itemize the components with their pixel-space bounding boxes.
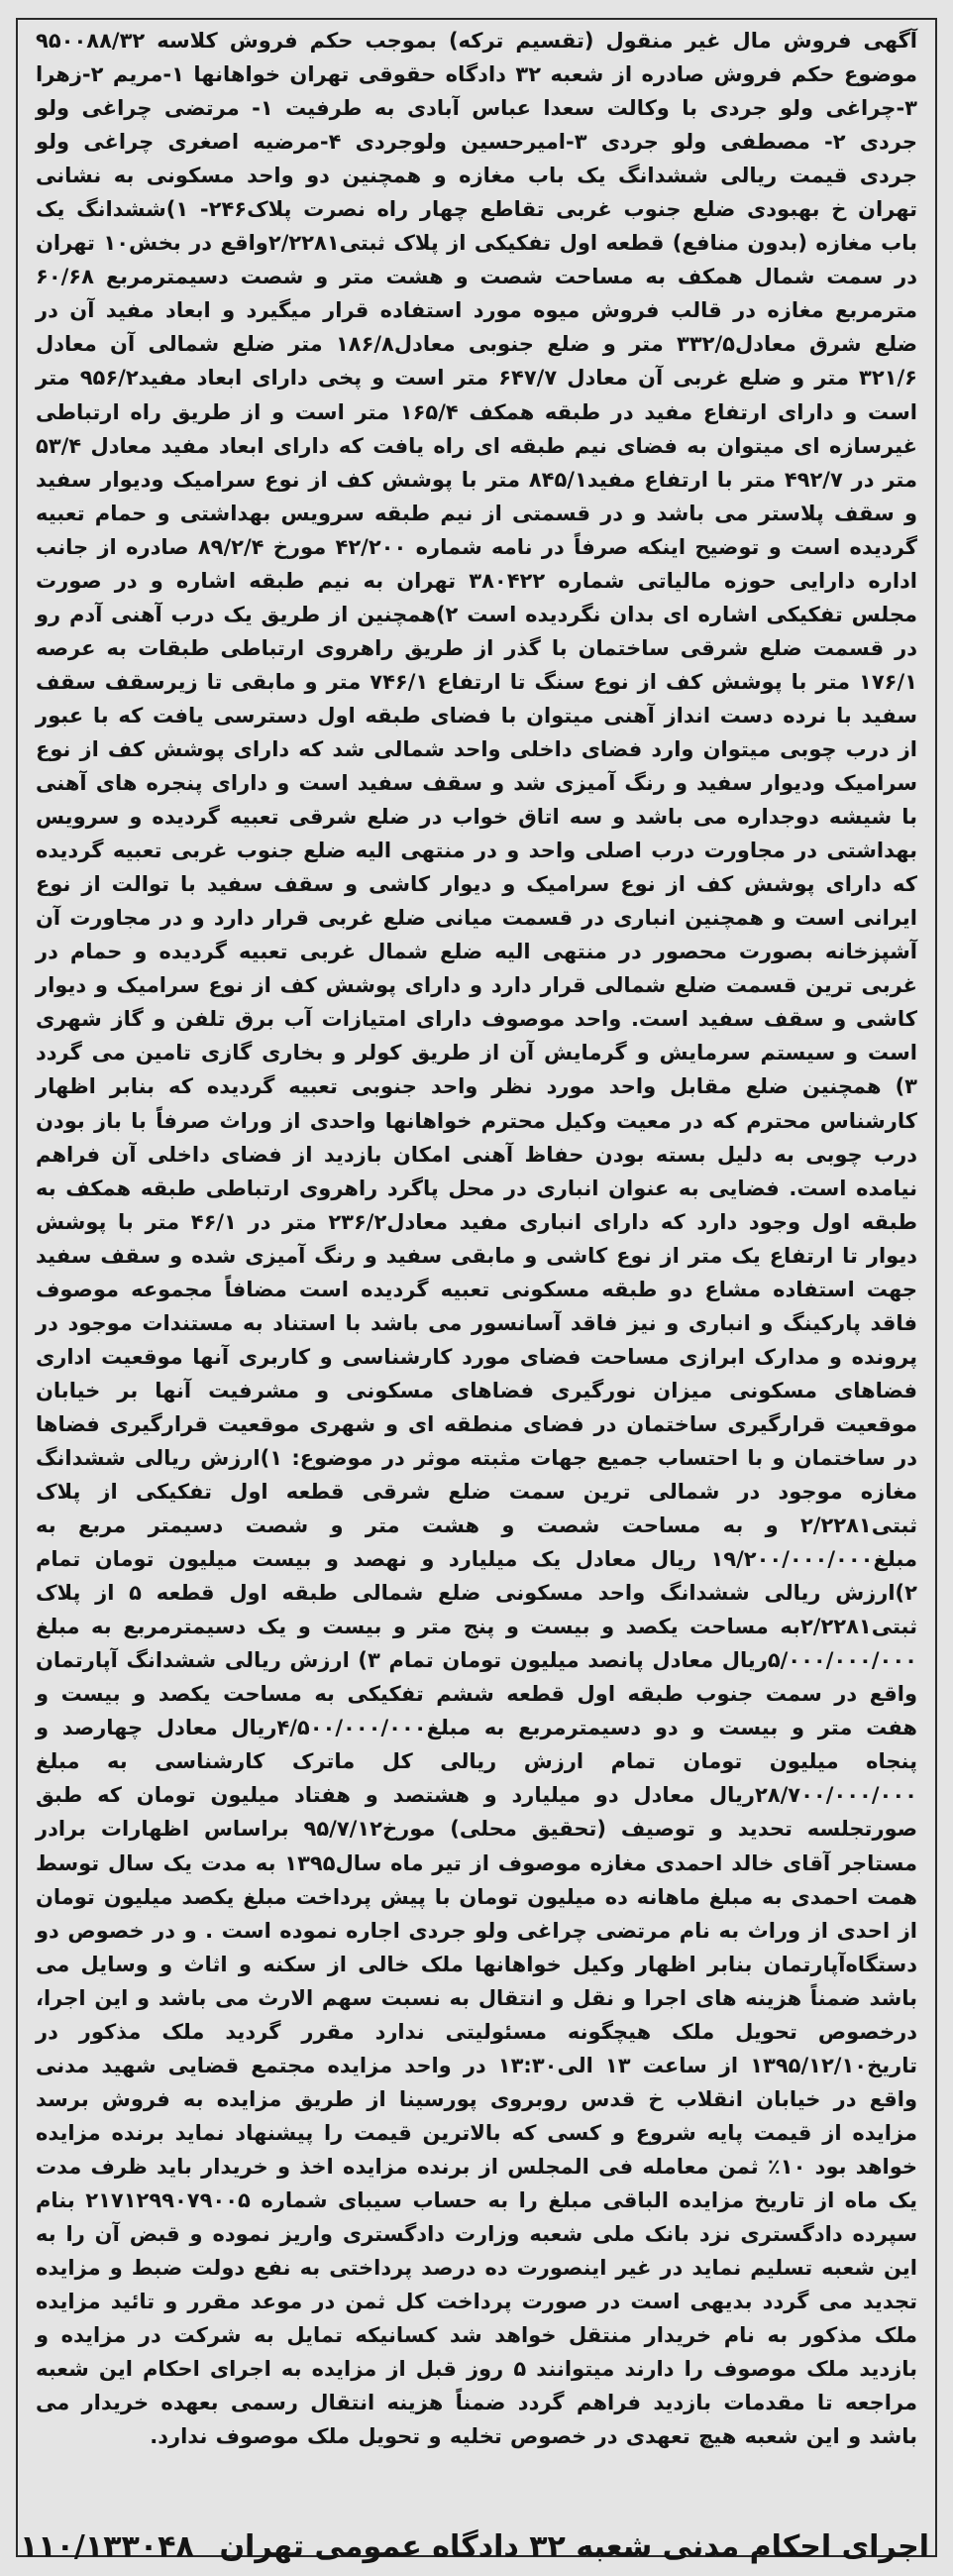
auction-notice: [16, 18, 937, 2557]
notice-body-text: آگهی فروش مال غیر منقول (تقسیم ترکه) بموجب حکم فروش کلاسه ۹۵۰۰۸۸/۳۲ موضوع حکم فروش صادره از شعبه ۳۲ دادگاه حقوقی تهران خواهانها ۱-مریم ۲-زهرا ۳-چراغی ولو جردی با وکالت سعدا عباس آبادی به طرفیت ۱- مرتضی چراغی ولو جردی ۲- مصطفی ولو جردی ۳-امیرحسین ولوجردی ۴-مرضیه اصغری چراغی ولو جردی قیمت ریالی ششدانگ یک باب مغازه و همچنین دو واحد مسکونی به نشانی تهران خ بهبودی ضلع جنوب غربی تقاطع چهار راه نصرت پلاک۲۴۶- ۱)ششدانگ یک باب مغازه (بدون منافع) قطعه اول تفکیکی از پلاک ثبتی۲/۲۲۸۱واقع در بخش۱۰ تهران در سمت شمال همکف به مساحت شصت و هشت متر و شصت دسیمترمربع ۶۰/۶۸ مترمربع مغازه در قالب فروش میوه مورد استفاده قرار میگیرد و ابعاد مفید آن در ضلع شرق معادل۳۳۲/۵ متر و ضلع جنوبی معادل۱۸۶/۸ متر ضلع شمالی آن معادل ۳۲۱/۶ متر و ضلع غربی آن معادل ۶۴۷/۷ متر است و پخی دارای ابعاد مفید۹۵۶/۲ متر است و دارای ارتفاع مفید در طبقه همکف ۱۶۵/۴ متر است و از طریق راه ارتباطی غیرسازه ای میتوان به فضای نیم طبقه ای راه یافت که دارای ابعاد مفید معادل ۵۳/۴ متر در ۴۹۲/۷ متر با ارتفاع مفید۸۴۵/۱ متر با پوشش کف از نوع سرامیک ودیوار سفید و سقف پلاستر می باشد و در قسمتی از نیم طبقه سرویس بهداشتی و حمام تعبیه گردیده است و توضیح اینکه صرفاً در نامه شماره ۴۲/۲۰۰ مورخ ۸۹/۲/۴ صادره از جانب اداره دارایی حوزه مالیاتی شماره ۳۸۰۴۲۲ تهران به نیم طبقه اشاره و در صورت مجلس تفکیکی اشاره ای بدان نگردیده است ۲)همچنین از طریق یک درب آهنی آدم رو در قسمت ضلع شرقی ساختمان با گذر از طریق راهروی ارتباطی طبقات به عرصه ۱۷۶/۱ متر با پوشش کف از نوع سنگ تا ارتفاع ۷۴۶/۱ متر و مابقی تا زیرسقف سقف سفید با نرده دست انداز آهنی میتوان با فضای طبقه اول دسترسی یافت که با عبور از درب چوبی میتوان وارد فضای داخلی واحد شمالی شد که دارای پوشش کف از نوع سرامیک ودیوار سفید و رنگ آمیزی شد و سقف سفید است و دارای پنجره های آهنی با شیشه دوجداره می باشد و سه اتاق خواب در ضلع شرقی تعبیه گردیده و سرویس بهداشتی در مجاورت درب اصلی واحد و در منتهی الیه ضلع جنوب غربی تعبیه گردیده که دارای پوشش کف از نوع سرامیک و دیوار کاشی و سقف سفید با توالت از نوع ایرانی است و همچنین انباری در قسمت میانی ضلع غربی قرار دارد و در مجاورت آن آشپزخانه بصورت محصور در منتهی الیه ضلع شمال غربی تعبیه گردیده و حمام در غربی ترین قسمت ضلع شمالی قرار دارد و دارای پوشش کف از نوع سرامیک و دیوار کاشی و سقف سفید است. واحد موصوف دارای امتیازات آب برق تلفن و گاز شهری است و سیستم سرمایش و گرمایش آن از طریق کولر و بخاری گازی تامین می گردد ۳) همچنین ضلع مقابل واحد مورد نظر واحد جنوبی تعبیه گردیده که بنابر اظهار کارشناس محترم که در معیت وکیل محترم خواهانها واحدی از وراث صرفاً با باز بودن درب چوبی به دلیل بسته بودن حفاظ آهنی امکان بازدید از فضای داخلی آن فراهم نیامده است. فضایی به عنوان انباری در محل پاگرد راهروی ارتباطی طبقه همکف به طبقه اول وجود دارد که دارای انباری مفید معادل۲۳۶/۲ متر در ۴۶/۱ متر با پوشش دیوار تا ارتفاع یک متر از نوع کاشی و مابقی سفید و رنگ آمیزی شده و سقف سفید جهت استفاده مشاع دو طبقه مسکونی تعبیه گردیده است مضافاً مجموعه موصوف فاقد پارکینگ و انباری و نیز فاقد آسانسور می باشد با استناد به مستندات موجود در پرونده و مدارک ابرازی مساحت فضای مورد کارشناسی و کاربری آنها موقعیت اداری فضاهای مسکونی میزان نورگیری فضاهای مسکونی و مشرفیت آنها بر خیابان موقعیت قرارگیری ساختمان در فضای منطقه ای و شهری موقعیت قرارگیری فضاها در ساختمان و با احتساب جمیع جهات مثبته موثر در موضوع: ۱)ارزش ریالی ششدانگ مغازه موجود در شمالی ترین سمت ضلع شرقی قطعه اول تفکیکی از پلاک ثبتی۲/۲۲۸۱ و به مساحت شصت و هشت متر و شصت دسیمتر مربع به مبلغ۱۹/۲۰۰/۰۰۰/۰۰۰ ریال معادل یک میلیارد و نهصد و بیست میلیون تومان تمام ۲)ارزش ریالی ششدانگ واحد مسکونی ضلع شمالی طبقه اول قطعه ۵ از پلاک ثبتی۲/۲۲۸۱به مساحت یکصد و بیست و پنج متر و بیست و یک دسیمترمربع به مبلغ ۵/۰۰۰/۰۰۰/۰۰۰ریال معادل پانصد میلیون تومان تمام ۳) ارزش ریالی ششدانگ آپارتمان واقع در سمت جنوب طبقه اول قطعه ششم تفکیکی به مساحت یکصد و بیست و هفت متر و بیست و دو دسیمترمربع به مبلغ۴/۵۰۰/۰۰۰/۰۰۰ریال معادل چهارصد و پنجاه میلیون تومان تمام ارزش ریالی کل ماترک کارشناسی به مبلغ ۲۸/۷۰۰/۰۰۰/۰۰۰ریال معادل دو میلیارد و هشتصد و هفتاد میلیون تومان که طبق صورتجلسه تحدید و توصیف (تحقیق محلی) مورخ۹۵/۷/۱۲ براساس اظهارات برادر مستاجر آقای خالد احمدی مغازه موصوف از تیر ماه سال۱۳۹۵ به مدت یک سال توسط همت احمدی به مبلغ ماهانه ده میلیون تومان با پیش پرداخت مبلغ یکصد میلیون تومان از احدی از وراث به نام مرتضی چراغی ولو جردی اجاره نموده است . و در خصوص دو دستگاه‌آپارتمان بنابر اظهار وکیل خواهانها ملک خالی از سکنه و اثاث و وسایل می باشد ضمناً هزینه های اجرا و نقل و انتقال به نسبت سهم الارث می باشد و این اجرا، درخصوص تحویل ملک هیچگونه مسئولیتی ندارد مقرر گردید ملک مذکور در تاریخ۱۳۹۵/۱۲/۱۰ از ساعت ۱۳ الی۱۳:۳۰ در واحد مزایده مجتمع قضایی شهید مدنی واقع در خیابان انقلاب خ قدس روبروی پورسینا از طریق مزایده به فروش برسد مزایده از قیمت پایه شروع و کسی که بالاترین قیمت را پیشنهاد نماید برنده مزایده خواهد بود ۱۰٪ ثمن معامله فی المجلس از برنده مزایده اخذ و خریدار باید ظرف مدت یک ماه از تاریخ مزایده الباقی مبلغ را به حساب سیبای شماره ۲۱۷۱۲۹۹۰۷۹۰۰۵ بنام سپرده دادگستری نزد بانک ملی شعبه وزارت دادگستری واریز نموده و قبض آن را به این شعبه تسلیم نماید در غیر اینصورت ده درصد پرداختی به نفع دولت ضبط و مزایده تجدید می گردد بدیهی است در صورت پرداخت کل ثمن در موعد مقرر و تائید مزایده ملک مذکور به نام خریدار منتقل خواهد شد کسانیکه تمایل به شرکت در مزایده و بازدید ملک موصوف را دارند میتوانند ۵ روز قبل از مزایده به اجرای احکام این شعبه مراجعه تا مقدمات بازدید فراهم گردد ضمناً هزینه انتقال رسمی بعهده خریدار می باشد و این شعبه هیچ تعهدی در خصوص تخلیه و تحویل ملک موصوف ندارد.: [36, 29, 918, 2449]
notice-issuer: اجرای احکام مدنی شعبه ۳۲ دادگاه عمومی تهران: [219, 2528, 929, 2564]
notice-footer: [16, 2522, 935, 2570]
notice-code: ۱۱۰/۱۳۳۰۴۸: [20, 2528, 194, 2564]
